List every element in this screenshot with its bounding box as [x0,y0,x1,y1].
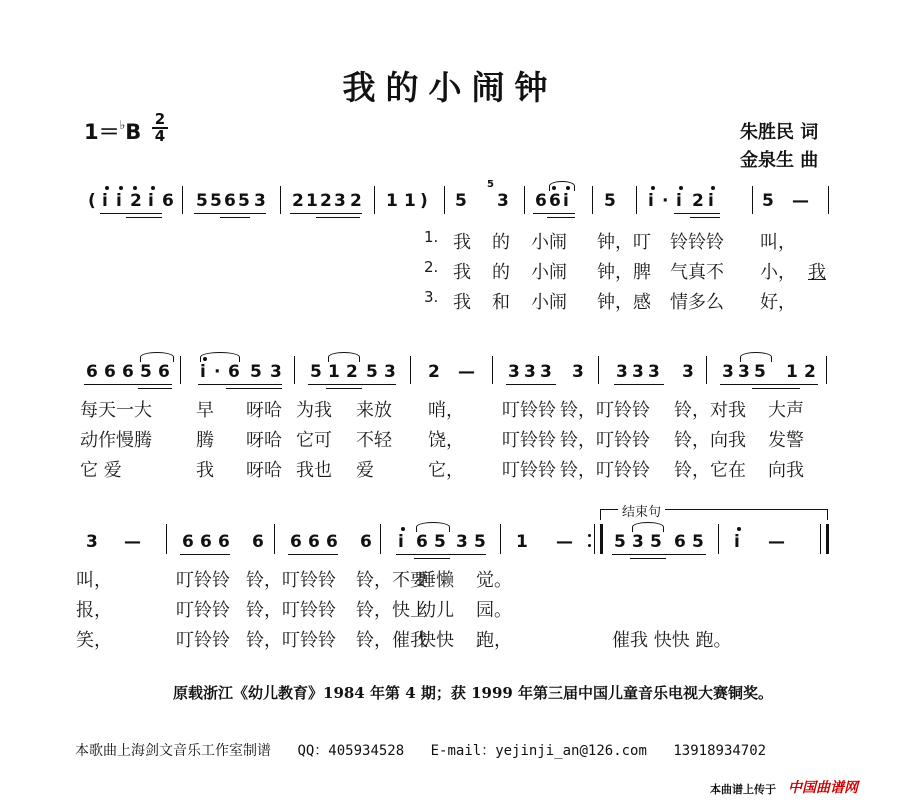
lyric-syllable: 呀哈 [246,400,282,421]
bar-line [752,186,753,214]
lyric-syllable: 叫， [76,570,112,591]
beam-underline [533,213,575,214]
lyric-syllable: 我 [453,232,471,253]
lyric-syllable: 叮铃铃 [176,570,230,591]
beam-underline [396,554,486,555]
bar-line [706,356,707,384]
beam-underline [614,384,664,385]
lyric-syllable: 小闹 [531,292,567,313]
beam-underline [414,558,450,559]
lyric-syllable: 为我 [296,400,332,421]
lyric-syllable: 叮铃铃 [176,630,230,651]
jianpu-note: 5 [250,362,262,382]
lyric-syllable: 叮铃铃 [502,430,556,451]
beam-underline [100,213,162,214]
page-title: 我的小闹钟 [342,68,558,107]
lyric-syllable: 发警 [768,430,804,451]
jianpu-note: 2 [692,191,704,211]
bar-line [374,186,375,214]
lyric-syllable: 3. [424,288,439,306]
jianpu-note: 3 [616,362,628,382]
composer-credit: 金泉生 曲 [740,150,819,171]
lyric-syllable: 和 [492,292,510,313]
dash: — [124,532,141,552]
jianpu-note: 3 [254,191,266,211]
jianpu-note: 6 [416,532,428,552]
jianpu-note: i [648,191,654,211]
jianpu-note: 5 [434,532,446,552]
jianpu-note: 6 [674,532,686,552]
jianpu-note: 5 [614,532,626,552]
beam-underline [290,213,362,214]
lyric-syllable: 铃，不要 [356,570,428,591]
footer-email[interactable]: E-mail：yejinji_an@126.com [430,743,647,759]
bar-line [820,524,821,554]
tie-slur [200,352,240,362]
jianpu-note: 5 [692,532,704,552]
jianpu-note: 5 [650,532,662,552]
upload-note: 本曲谱上传于 [710,783,776,796]
bar-line [592,186,593,214]
bar-line [492,356,493,384]
jianpu-note: 6 [86,362,98,382]
lyric-syllable: 动作慢腾 [80,430,152,451]
jianpu-note: 5 [310,362,322,382]
aug-dot: · [662,191,669,211]
jianpu-note: i [398,532,404,552]
jianpu-note: 6 [224,191,236,211]
lyric-syllable: 铃，它在 [674,460,746,481]
lyric-syllable: 睡懒 [418,570,454,591]
jianpu-note: 6 [218,532,230,552]
beam-underline [752,388,800,389]
beam-underline [326,388,362,389]
jianpu-note: 6 [162,191,174,211]
lyric-syllable: 情多么 [670,292,724,313]
beam-underline [674,213,720,214]
bar-line [294,356,295,384]
lyric-syllable: 早 [196,400,214,421]
jianpu-note: 5 [754,362,766,382]
jianpu-note: 6 [549,191,561,211]
lyric-syllable: 向我 [768,460,804,481]
bar-line [444,186,445,214]
tie-slur [632,522,664,532]
lyric-syllable: 跑， [476,630,512,651]
jianpu-note: 1 [404,191,416,211]
tie-slur [740,352,772,362]
footer-phone: 13918934702 [673,743,767,759]
lyric-syllable: 大声 [768,400,804,421]
jianpu-note: 3 [540,362,552,382]
jianpu-note: 6 [308,532,320,552]
lyric-syllable: 钟，叮 [597,232,651,253]
bar-line [280,186,281,214]
lyric-syllable: 快快 [418,630,454,651]
lyric-syllable: 的 [492,262,510,283]
jianpu-note: 3 [572,362,584,382]
jianpu-note: 5 [196,191,208,211]
bar-line [828,186,829,214]
octave-dot [105,186,109,190]
lyric-syllable: 铃，向我 [674,430,746,451]
jianpu-note: i [102,191,108,211]
lyric-syllable: 每天一大 [80,400,152,421]
beam-underline [720,384,818,385]
jianpu-note: i [200,362,206,382]
jianpu-note: 3 [722,362,734,382]
lyric-syllable: 铃，对我 [674,400,746,421]
lyric-syllable: 铃，叮铃铃 [246,600,336,621]
lyric-syllable: 叮铃铃 [502,460,556,481]
lyric-syllable: 催我 快快 跑。 [612,630,732,651]
beam-underline [194,213,266,214]
jianpu-note: 1 [516,532,528,552]
beam-underline [690,217,720,218]
jianpu-note: 1 [328,362,340,382]
jianpu-note: 3 [632,362,644,382]
lyric-syllable: 幼儿 [418,600,454,621]
bar-line [524,186,525,214]
lyric-syllable: 小， [760,262,796,283]
beam-underline [630,558,666,559]
lyric-syllable: 小闹 [531,232,567,253]
bar-line [826,524,829,554]
lyric-syllable: 哨， [428,400,464,421]
beam-underline [612,554,706,555]
jianpu-note: 6 [360,532,372,552]
lyric-syllable: 我 [453,262,471,283]
jianpu-note: 5 [762,191,774,211]
site-logo[interactable]: 中国曲谱网 [788,780,858,796]
lyric-syllable: 叮铃铃 [502,400,556,421]
bar-line [410,356,411,384]
bar-line [500,524,501,554]
jianpu-note: 5 [210,191,222,211]
octave-dot [151,186,155,190]
jianpu-note: i [563,191,569,211]
lyric-syllable: 它， [428,460,464,481]
jianpu-note: 3 [86,532,98,552]
dash: — [458,362,475,382]
jianpu-note: 6 [535,191,547,211]
jianpu-note: 2 [320,191,332,211]
jianpu-note: 2 [130,191,142,211]
lyric-syllable: 园。 [476,600,512,621]
lyric-syllable: 气真不 [670,262,724,283]
jianpu-note: 3 [497,191,509,211]
dash: — [556,532,573,552]
lyric-syllable: 铃，催我 [356,630,428,651]
bar-line [380,524,381,554]
jianpu-note: 1 [306,191,318,211]
bar-line [166,524,167,554]
lyric-syllable: 饶， [428,430,464,451]
lyric-syllable: 铃，叮铃铃 [560,460,650,481]
jianpu-note: 3 [682,362,694,382]
jianpu-note: 3 [334,191,346,211]
jianpu-note: i [116,191,122,211]
jianpu-note: 5 [604,191,616,211]
lyric-syllable: 叮铃铃 [176,600,230,621]
jianpu-note: 3 [738,362,750,382]
bar-line [600,524,603,554]
lyric-syllable: 它 爱 [80,460,122,481]
jianpu-note: 5 [238,191,250,211]
lyric-syllable: 叫， [760,232,796,253]
grace-note: 5 [487,179,494,190]
jianpu-note: 6 [104,362,116,382]
beam-underline [84,384,172,385]
key-signature: 1＝♭B [84,118,142,144]
bar-line [826,356,827,384]
lyric-syllable: 铃，叮铃铃 [560,400,650,421]
lyricist-credit: 朱胜民 词 [740,122,819,143]
beam-underline [198,384,282,385]
jianpu-note: 2 [428,362,440,382]
lyric-syllable: 铃铃铃 [670,232,724,253]
lyric-syllable: 我也 [296,460,332,481]
jianpu-note: 1 [786,362,798,382]
octave-dot [711,186,715,190]
jianpu-note: 6 [122,362,134,382]
source-note: 原载浙江《幼儿教育》1984 年第 4 期；获 1999 年第三届中国儿童音乐电视大赛铜奖。 [173,684,774,702]
lyric-syllable: 铃，叮铃铃 [246,570,336,591]
jianpu-note: 6 [290,532,302,552]
octave-dot [401,527,405,531]
bar-line [594,524,595,554]
jianpu-note: 6 [252,532,264,552]
bar-line [636,186,637,214]
repeat-dot [588,544,591,547]
footer-studio: 本歌曲上海剑文音乐工作室制谱 [75,743,271,759]
lyric-syllable: 铃，叮铃铃 [560,430,650,451]
beam-underline [506,384,556,385]
paren-open: ( [88,191,96,211]
lyric-syllable: 我 [453,292,471,313]
lyric-syllable: 笑， [76,630,112,651]
lyric-syllable: 呀哈 [246,430,282,451]
beam-underline [126,217,162,218]
jianpu-note: 3 [270,362,282,382]
octave-dot [737,527,741,531]
jianpu-note: 2 [346,362,358,382]
lyric-syllable: 我 [196,460,214,481]
jianpu-note: 6 [326,532,338,552]
jianpu-note: 6 [200,532,212,552]
dash: — [792,191,809,211]
lyric-syllable: 来放 [356,400,392,421]
repeat-dot [588,534,591,537]
bar-line [274,524,275,554]
octave-dot [119,186,123,190]
jianpu-note: i [148,191,154,211]
tie-slur [328,352,360,362]
octave-dot [679,186,683,190]
jianpu-note: 3 [384,362,396,382]
lyric-syllable: 铃，快上 [356,600,428,621]
beam-underline [220,217,250,218]
lyric-syllable: 我 [808,262,826,283]
lyric-syllable: 腾 [196,430,214,451]
lyric-syllable: 小闹 [531,262,567,283]
dash: — [768,532,785,552]
beam-underline [547,217,575,218]
lyric-syllable: 不轻 [356,430,392,451]
jianpu-note: i [734,532,740,552]
jianpu-note: 6 [182,532,194,552]
jianpu-note: 5 [366,362,378,382]
time-signature: $\frac{2}{4}$ [152,112,168,144]
lyric-syllable: 觉。 [476,570,512,591]
aug-dot: · [214,362,221,382]
paren-close: ) [420,191,428,211]
lyric-syllable: 呀哈 [246,460,282,481]
lyric-syllable: 铃，叮铃铃 [246,630,336,651]
jianpu-note: 3 [524,362,536,382]
bar-line [182,186,183,214]
ending-label: 结束句 [618,501,665,520]
beam-underline [180,554,230,555]
lyric-syllable: 钟，脾 [597,262,651,283]
beam-underline [316,217,360,218]
jianpu-note: 5 [455,191,467,211]
jianpu-note: 3 [648,362,660,382]
beam-underline [308,384,396,385]
jianpu-note: i [676,191,682,211]
bar-line [598,356,599,384]
bar-line [718,524,719,554]
bar-line [180,356,181,384]
tie-slur [549,181,575,191]
lyric-syllable: 1. [424,228,439,246]
jianpu-note: 5 [140,362,152,382]
footer-info [75,740,766,760]
jianpu-note: 1 [386,191,398,211]
octave-dot [651,186,655,190]
lyric-syllable: 好， [760,292,796,313]
lyric-syllable: 爱 [356,460,374,481]
footer-qq: QQ：405934528 [297,743,405,759]
lyric-syllable: 的 [492,232,510,253]
lyric-syllable: 报， [76,600,112,621]
jianpu-note: 3 [632,532,644,552]
beam-underline [288,554,338,555]
lyric-syllable: 钟，感 [597,292,651,313]
beam-underline [138,388,172,389]
jianpu-note: 2 [292,191,304,211]
octave-dot [133,186,137,190]
lyric-syllable: 2. [424,258,439,276]
jianpu-note: 2 [350,191,362,211]
jianpu-note: 3 [508,362,520,382]
jianpu-note: 3 [456,532,468,552]
lyric-syllable: 它可 [296,430,332,451]
tie-slur [140,352,174,362]
tie-slur [416,522,450,532]
beam-underline [226,388,282,389]
jianpu-note: 5 [474,532,486,552]
jianpu-note: i [708,191,714,211]
jianpu-note: 2 [804,362,816,382]
jianpu-note: 6 [228,362,240,382]
jianpu-note: 6 [158,362,170,382]
